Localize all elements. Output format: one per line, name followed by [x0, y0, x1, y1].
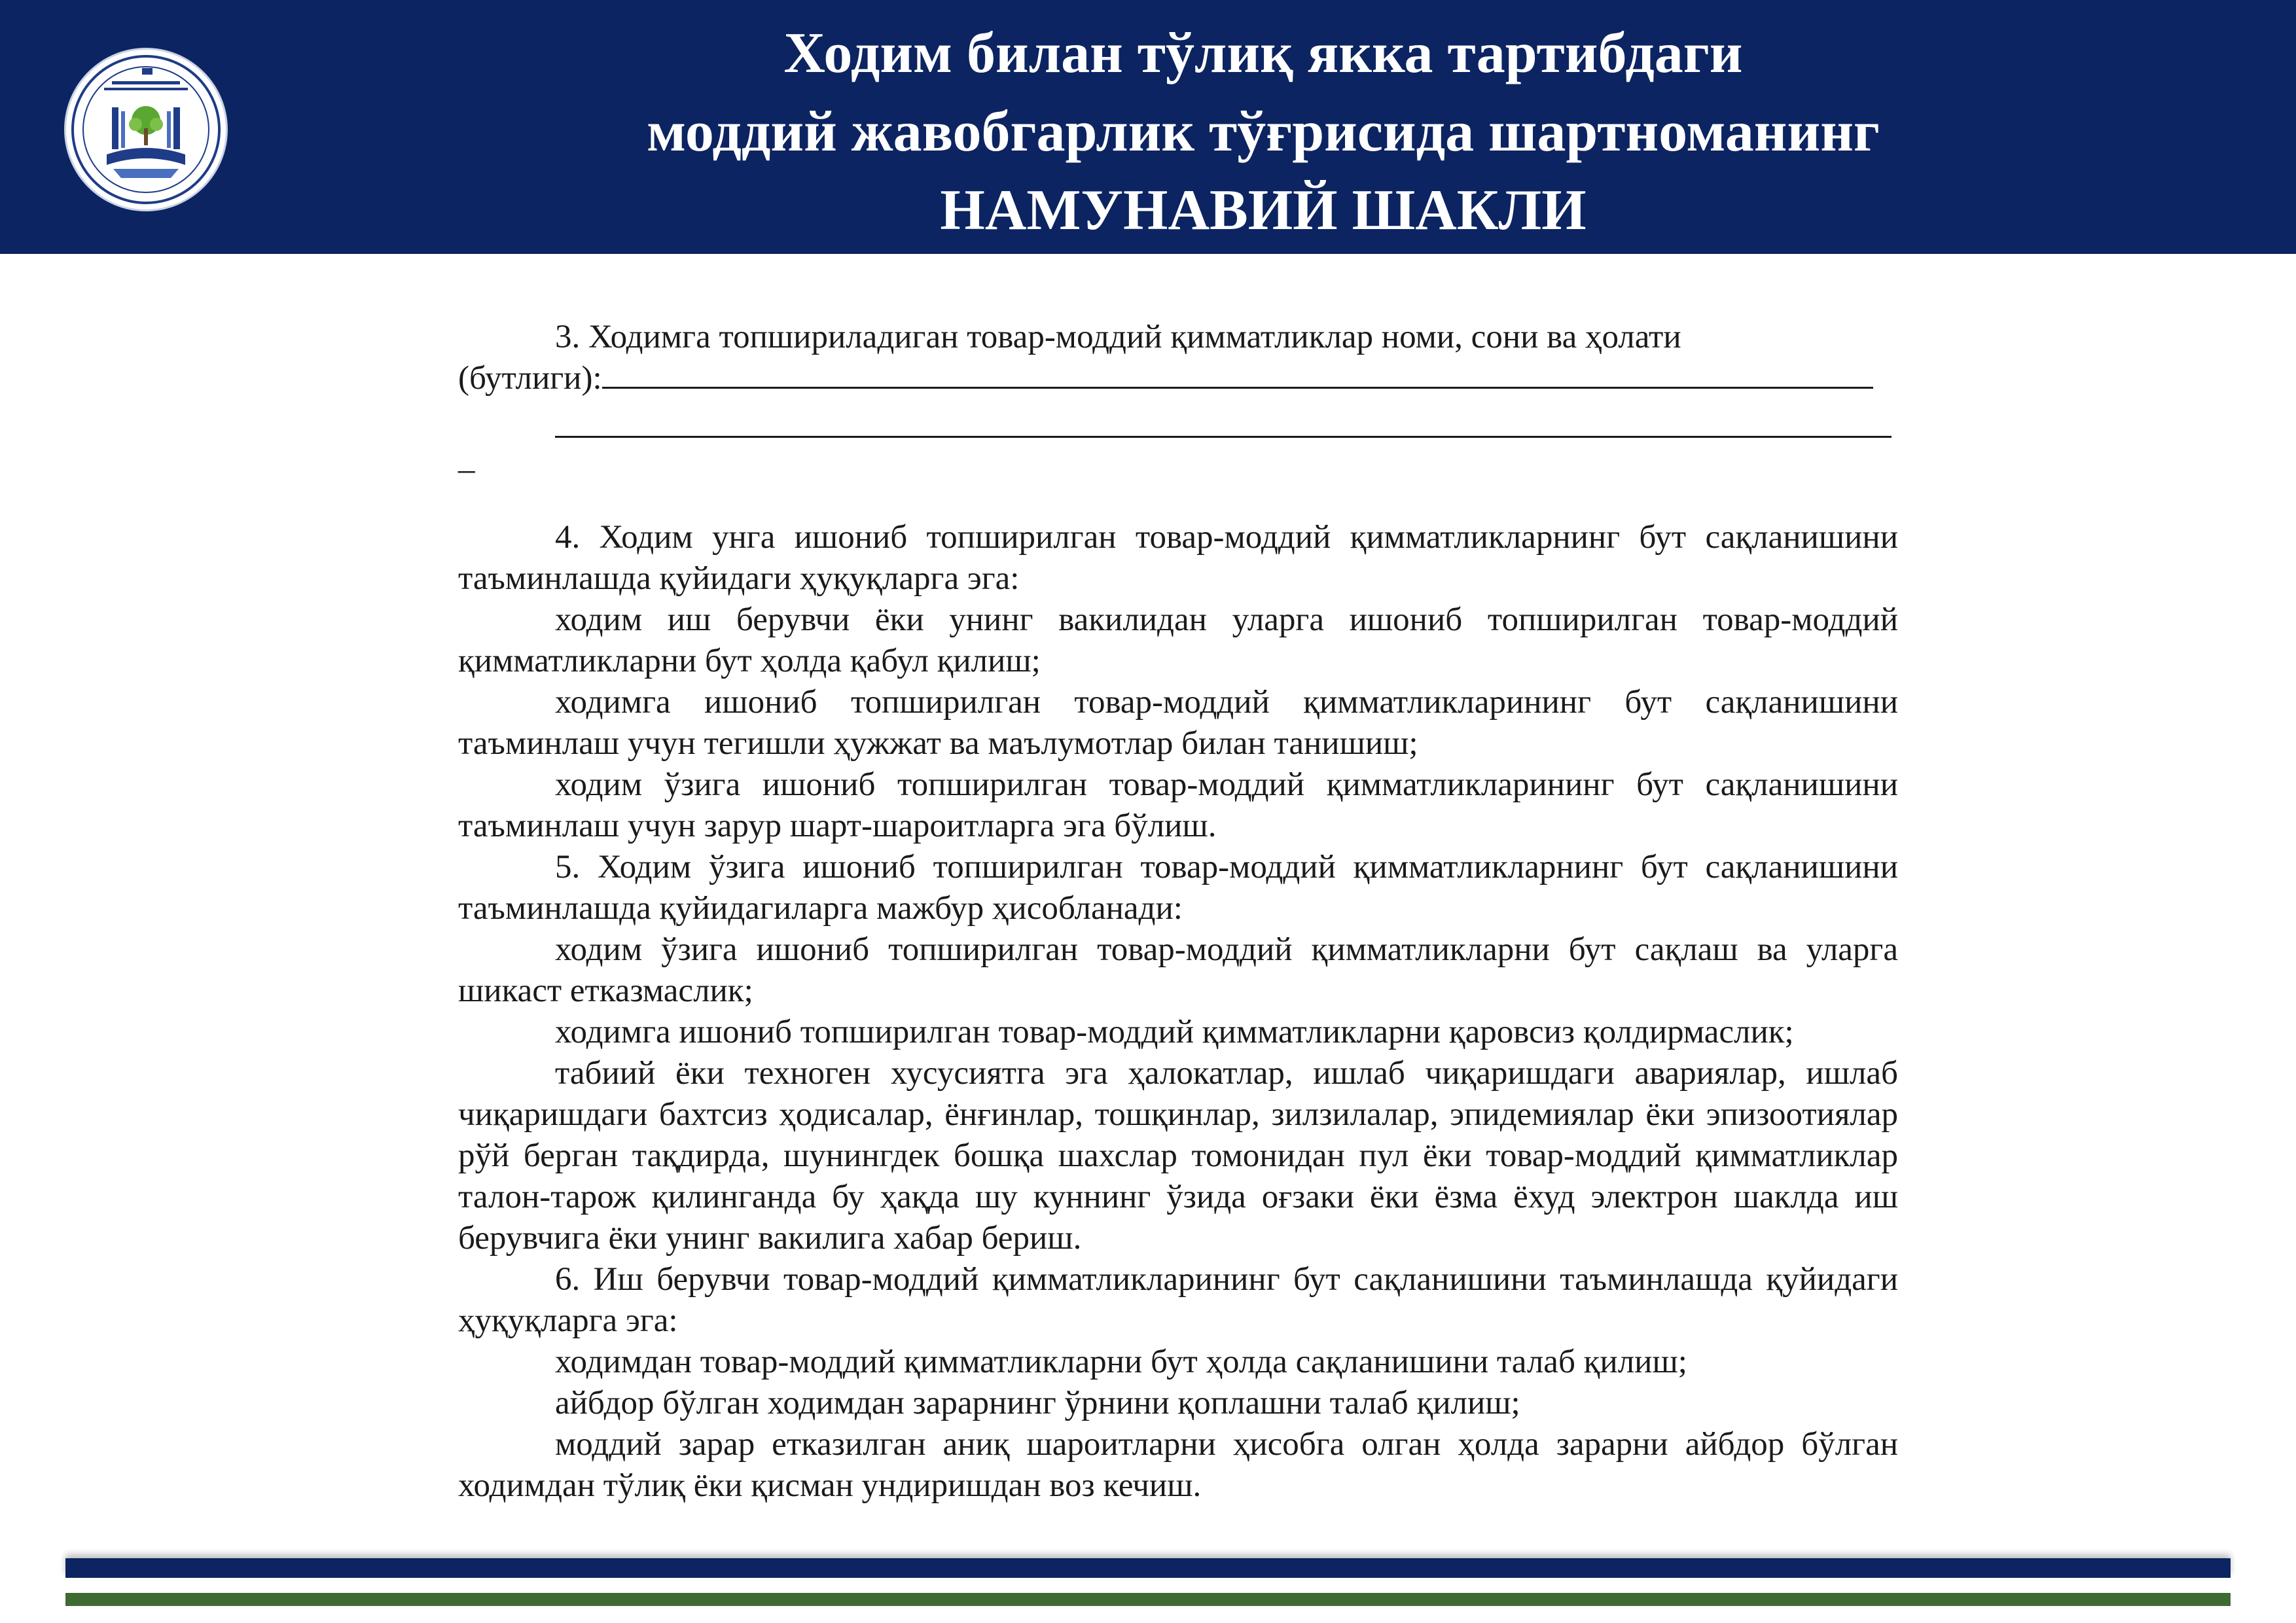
paragraph-4: 4. Ходим унга ишониб топширилган товар-моддий қимматликларнинг бут сақланишини таъминлашда қуйидаги ҳуқуқларга эга:	[458, 519, 1898, 597]
page-title	[367, 14, 2160, 250]
trailing-dash: _	[458, 440, 475, 476]
paragraph-6-item-2: айбдор бўлган ходимдан зарарнинг ўрнини қоплашни талаб қилиш;	[555, 1385, 1520, 1421]
logo-emblem-svg	[66, 50, 226, 209]
fill-in-line	[602, 358, 1873, 389]
slide-header	[0, 0, 2296, 254]
paragraph-5-item-1: ходим ўзига ишониб топширилган товар-моддий қимматликларни бут сақлаш ва уларга шикаст етказмаслик;	[458, 931, 1898, 1009]
title-line-3: НАМУНАВИЙ ШАКЛИ	[940, 179, 1587, 242]
paragraph-5-item-3: табиий ёки техноген хусусиятга эга ҳалокатлар, ишлаб чиқаришдаги авариялар, ишлаб чиқаришдаги бахтсиз ҳодисалар, ёнғинлар, тошқинлар, зилзилалар, эпидемиялар ёки эпизоотиялар рўй берган тақдирда, шунингдек бошқа шахслар томонидан пул ёки товар-моддий қимматликлар талон-тарож қилинганда бу ҳақда шу куннинг ўзида оғзаки ёки ёзма ёхуд электрон шаклда иш берувчига ёки унинг вакилига хабар бериш.	[458, 1055, 1898, 1257]
paragraph-6: 6. Иш берувчи товар-моддий қимматликларининг бут сақланишини таъминлашда қуйидаги ҳуқуқларга эга:	[458, 1261, 1898, 1339]
fill-in-line-2	[555, 399, 1892, 438]
paragraph-4-item-2: ходимга ишониб топширилган товар-моддий қимматликларининг бут сақланишини таъминлаш учун тегишли ҳужжат ва маълумотлар билан танишиш;	[458, 684, 1898, 762]
paragraph-3: 3. Ходимга топшириладиган товар-моддий қимматликлар номи, сони ва ҳолати	[555, 319, 1681, 355]
footer-bar-green	[65, 1593, 2231, 1606]
paragraph-5: 5. Ходим ўзига ишониб топширилган товар-моддий қимматликларнинг бут сақланишини таъминлашда қуйидагиларга мажбур ҳисобланади:	[458, 849, 1898, 927]
paragraph-5-item-2: ходимга ишониб топширилган товар-моддий қимматликларни қаровсиз қолдирмаслик;	[555, 1014, 1794, 1050]
title-line-1: Ходим билан тўлиқ якка тартибдаги	[783, 22, 1743, 85]
title-line-2: моддий жавобгарлик тўғрисида шартноманинг	[647, 100, 1880, 164]
paragraph-4-item-3: ходим ўзига ишониб топширилган товар-моддий қимматликларининг бут сақланишини таъминлаш учун зарур шарт-шароитларга эга бўлиш.	[458, 766, 1898, 844]
education-emblem-icon	[66, 50, 226, 209]
paragraph-3-tail	[458, 358, 1898, 399]
footer-bar-navy	[65, 1558, 2231, 1578]
paragraph-3-tail-label: (бутлиги):	[458, 360, 602, 397]
paragraph-6-item-3: моддий зарар етказилган аниқ шароитларни ҳисобга олган ҳолда зарарни айбдор бўлган ходимдан тўлиқ ёки қисман ундиришдан воз кечиш.	[458, 1426, 1898, 1504]
paragraph-6-item-1: ходимдан товар-моддий қимматликларни бут ҳолда сақланишини талаб қилиш;	[555, 1344, 1687, 1380]
document-body	[458, 317, 1898, 1507]
paragraph-4-item-1: ходим иш берувчи ёки унинг вакилидан уларга ишониб топширилган товар-моддий қимматликларни бут ҳолда қабул қилиш;	[458, 601, 1898, 679]
